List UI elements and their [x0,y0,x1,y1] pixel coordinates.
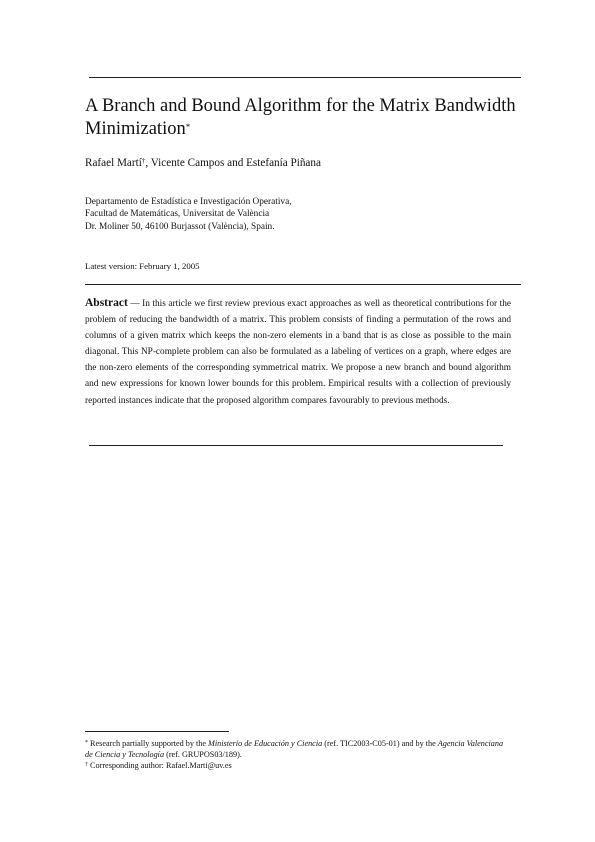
abstract [85,295,511,409]
abstract-label: Abstract [85,297,128,309]
footnote-text: Research partially supported by the [88,739,209,748]
footnote-corresponding [85,761,511,772]
footnote-rule [85,731,229,732]
footnote-text: Corresponding author: Rafael.Marti@uv.es [88,760,232,770]
author-others: , Vicente Campos and Estefanía Piñana [145,157,321,169]
footnote-agency: Ministerio de Educación y Ciencia [208,739,323,748]
title-footnote-mark: * [185,122,191,132]
title-line-2: Minimization [85,119,186,139]
affiliation [85,196,292,233]
footnote-text: (ref. GRUPOS03/189). [164,749,242,759]
footnote-mark: * [85,740,88,746]
abstract-dash: — [127,299,143,309]
affiliation-line: Departamento de Estadística e Investigación Operativa, [85,197,292,207]
footnote-mark: † [85,761,88,768]
paper-title [85,95,525,141]
footnotes [85,739,511,771]
top-rule [89,77,521,78]
corresponding-author-mark: † [141,157,146,165]
abstract-bottom-rule [89,445,503,446]
author-list [85,156,321,170]
affiliation-line: Facultad de Matemáticas, Universitat de València [85,209,270,220]
abstract-top-rule [85,284,521,285]
footnote-funding [85,739,511,761]
footnote-text: (ref. TIC2003-C05-01) and by the [322,739,438,748]
title-line-1: A Branch and Bound Algorithm for the Matrix Bandwidth [85,96,516,116]
version-date: Latest version: February 1, 2005 [85,261,200,271]
author-first: Rafael Martí [85,157,142,169]
abstract-text: In this article we first review previous exact approaches as well as theoretical contributions for the problem of reducing the bandwidth of a matrix. This problem consists of finding a permutation of the rows and columns of a given matrix which keeps the non-zero elements in a band that is as close as possible to the main diagonal. This NP-complete problem can also be formulated as a labeling of vertices on a graph, where edges are the non-zero elements of the corresponding symmetrical matrix. We propose a new branch and bound algorithm and new expressions for known lower bounds for this problem. Empirical results with a collection of previously reported instances indicate that the proposed algorithm compares favourably to previous methods. [85,299,511,406]
affiliation-line: Dr. Moliner 50, 46100 Burjassot (València), Spain. [85,221,275,232]
footnote-agency: Agencia Valenciana de Ciencia y Tecnología [85,739,504,759]
